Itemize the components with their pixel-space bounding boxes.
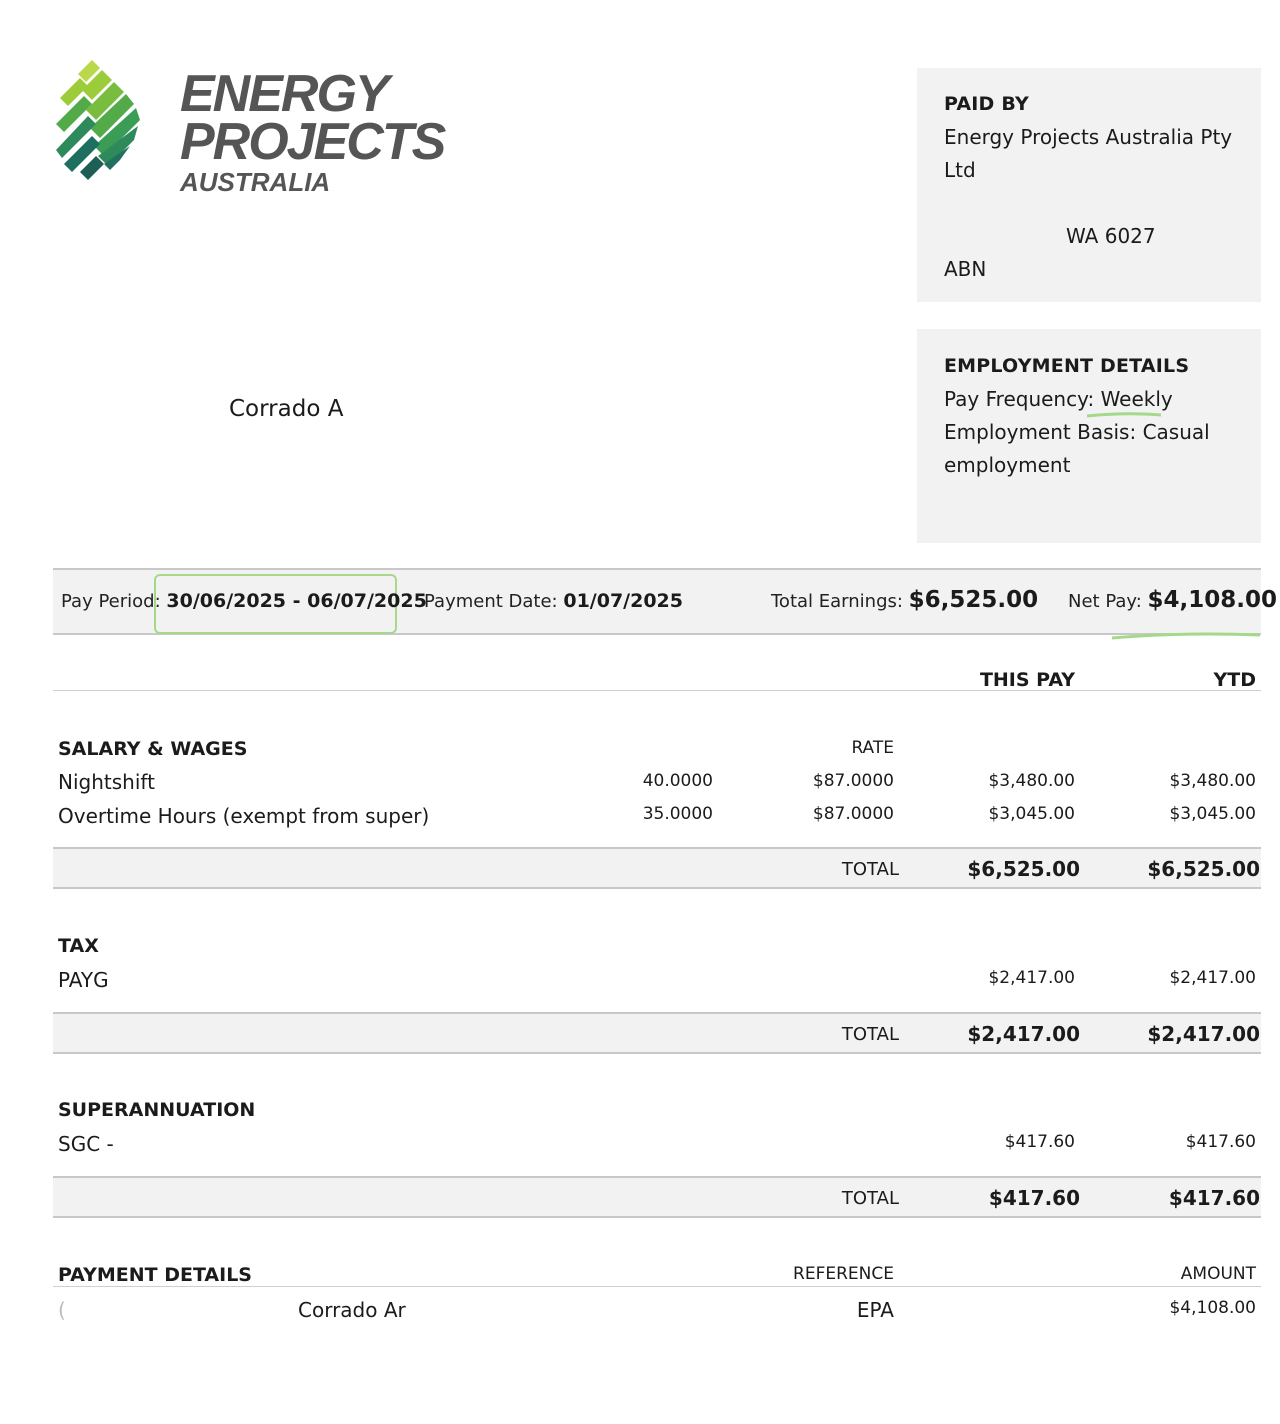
- total-earnings: [771, 587, 1038, 613]
- heading-divider: [53, 690, 1261, 691]
- tax-title: TAX: [58, 935, 99, 957]
- super-total-label: TOTAL: [841, 1188, 899, 1209]
- net-pay-value: $4,108.00: [1147, 587, 1278, 613]
- payment-account-prefix: (: [58, 1298, 66, 1322]
- super-row-ytd: $417.60: [1185, 1132, 1256, 1152]
- payment-divider: [53, 1286, 1261, 1287]
- logo-text-projects: PROJECTS: [180, 113, 445, 171]
- employer-name: Energy Projects Australia Pty Ltd: [944, 125, 1233, 182]
- payment-details-title: PAYMENT DETAILS: [58, 1264, 252, 1286]
- tax-row-this-pay: $2,417.00: [988, 968, 1075, 988]
- salary-wages-title: SALARY & WAGES: [58, 738, 248, 760]
- super-total-ytd: $417.60: [1168, 1186, 1260, 1210]
- employment-details-title: EMPLOYMENT DETAILS: [944, 355, 1190, 377]
- tax-total-bar: [53, 1012, 1261, 1054]
- pay-period: [61, 590, 427, 612]
- redacted-address: [944, 187, 1244, 220]
- super-row-this-pay: $417.60: [1004, 1132, 1075, 1152]
- pay-period-label: Pay Period:: [61, 591, 161, 612]
- weekly-highlight-mark: [1085, 408, 1165, 420]
- rate-heading: RATE: [851, 738, 894, 758]
- pay-summary-bar: [53, 568, 1278, 635]
- logo-text-energy: ENERGY: [180, 65, 388, 123]
- salary-total-bar: [53, 847, 1261, 889]
- employment-details-box: [917, 329, 1261, 543]
- salary-total-ytd: $6,525.00: [1147, 857, 1260, 881]
- payment-date-label: Payment Date:: [424, 591, 558, 612]
- salary-row-qty: 35.0000: [642, 804, 713, 824]
- super-total-bar: [53, 1176, 1261, 1218]
- payment-date: [424, 590, 683, 612]
- employment-basis: Employment Basis: Casual employment: [944, 420, 1210, 477]
- salary-row-this-pay: $3,045.00: [988, 804, 1075, 824]
- tax-row-desc: PAYG: [58, 968, 109, 992]
- total-earnings-label: Total Earnings:: [771, 591, 903, 612]
- salary-row-rate: $87.0000: [812, 804, 894, 824]
- ytd-heading: YTD: [1213, 669, 1256, 691]
- salary-total-this-pay: $6,525.00: [967, 857, 1080, 881]
- abn-label: ABN: [944, 257, 987, 281]
- company-logo: [52, 60, 472, 197]
- paid-by-title: PAID BY: [944, 93, 1029, 115]
- net-pay-highlight-mark: [1110, 630, 1262, 640]
- salary-total-label: TOTAL: [841, 859, 899, 880]
- payment-account-name: Corrado Ar: [298, 1298, 406, 1322]
- superannuation-title: SUPERANNUATION: [58, 1099, 256, 1121]
- this-pay-heading: THIS PAY: [979, 669, 1075, 691]
- leaf-logo-icon: [52, 60, 144, 190]
- employer-state-postcode: WA 6027: [1066, 224, 1156, 248]
- paid-by-box: [917, 68, 1261, 302]
- salary-row-desc: Nightshift: [58, 770, 155, 794]
- payment-amount: $4,108.00: [1169, 1298, 1256, 1318]
- salary-row-desc: Overtime Hours (exempt from super): [58, 804, 430, 828]
- salary-row-qty: 40.0000: [642, 771, 713, 791]
- salary-row-ytd: $3,045.00: [1169, 804, 1256, 824]
- super-total-this-pay: $417.60: [988, 1186, 1080, 1210]
- tax-row-ytd: $2,417.00: [1169, 968, 1256, 988]
- salary-row-ytd: $3,480.00: [1169, 771, 1256, 791]
- salary-row-rate: $87.0000: [812, 771, 894, 791]
- logo-text-australia: AUSTRALIA: [180, 167, 331, 197]
- reference-heading: REFERENCE: [793, 1264, 894, 1284]
- net-pay-label: Net Pay:: [1068, 591, 1142, 612]
- employee-name: Corrado A: [229, 396, 344, 422]
- salary-row-this-pay: $3,480.00: [988, 771, 1075, 791]
- super-row-desc: SGC -: [58, 1132, 114, 1156]
- tax-total-ytd: $2,417.00: [1147, 1022, 1260, 1046]
- tax-total-this-pay: $2,417.00: [967, 1022, 1080, 1046]
- pay-frequency: Pay Frequency: Weekly: [944, 387, 1173, 411]
- amount-heading: AMOUNT: [1180, 1264, 1256, 1284]
- payment-reference: EPA: [856, 1298, 894, 1322]
- net-pay: [1068, 587, 1277, 613]
- pay-period-value: 30/06/2025 - 06/07/2025: [166, 590, 427, 612]
- payment-date-value: 01/07/2025: [563, 590, 683, 612]
- tax-total-label: TOTAL: [841, 1024, 899, 1045]
- total-earnings-value: $6,525.00: [908, 587, 1039, 613]
